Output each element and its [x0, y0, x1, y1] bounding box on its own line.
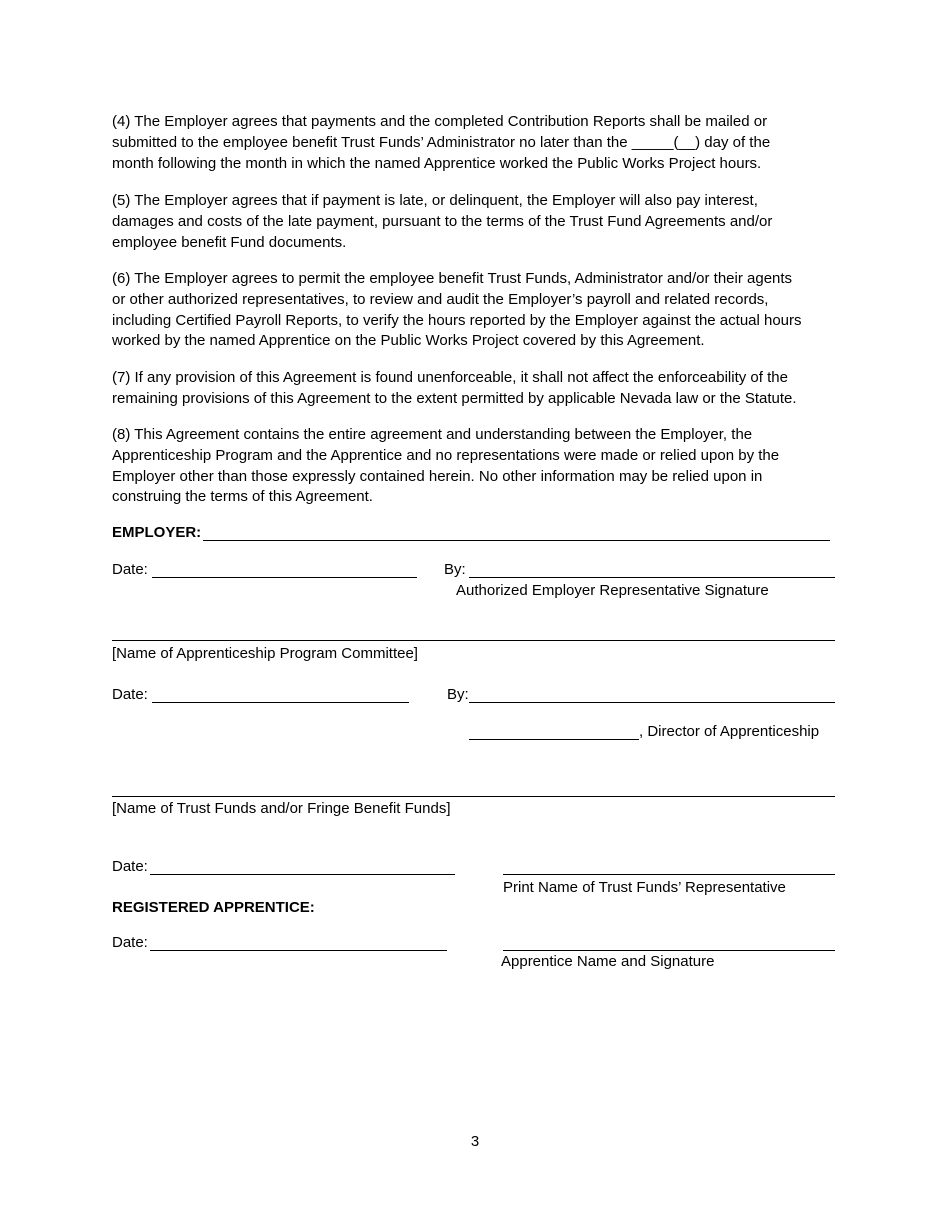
committee-name-placeholder: [Name of Apprenticeship Program Committee] — [112, 645, 418, 662]
committee-name-line[interactable] — [112, 640, 835, 641]
employer-label: EMPLOYER: — [112, 524, 202, 541]
trust-funds-date-line[interactable] — [150, 874, 455, 875]
trust-funds-date-label: Date: — [112, 858, 148, 875]
employer-date-label: Date: — [112, 561, 148, 578]
committee-date-label: Date: — [112, 686, 148, 703]
committee-date-line[interactable] — [152, 702, 409, 703]
clause-8: (8) This Agreement contains the entire agreement and understanding between the Employer, the Apprenticeship Program and the Apprentice and no representations were made or relied upon by the Employer other than those expressly contained herein. No other information may be relied upon in construing the terms of this Agreement. — [112, 426, 780, 506]
apprentice-signature-line[interactable] — [503, 950, 835, 951]
clause-5: (5) The Employer agrees that if payment is late, or delinquent, the Employer will also pay interest, damages and costs of the late payment, pursuant to the terms of the Trust Fund Agreements and/or employee benefit Fund documents. — [112, 192, 773, 251]
committee-signature-line[interactable] — [469, 702, 835, 703]
employer-name-line[interactable] — [203, 540, 830, 541]
clause-7: (7) If any provision of this Agreement is found unenforceable, it shall not affect the enforceability of the remaining provisions of this Agreement to the extent permitted by applicable Nevada law or the Statute. — [112, 369, 797, 407]
employer-signature-caption: Authorized Employer Representative Signature — [456, 582, 769, 599]
apprentice-date-label: Date: — [112, 934, 148, 951]
trust-funds-representative-caption: Print Name of Trust Funds’ Representative — [503, 879, 786, 896]
apprentice-label: REGISTERED APPRENTICE: — [112, 899, 315, 916]
trust-funds-name-line[interactable] — [112, 796, 835, 797]
page-number: 3 — [470, 1133, 480, 1150]
clause-4: (4) The Employer agrees that payments and the completed Contribution Reports shall be mailed or submitted to the employee benefit Trust Funds’ Administrator no later than the _____(__) day of the month following the month in which the named Apprentice worked the Public Works Project hours. — [112, 113, 771, 172]
clause-6: (6) The Employer agrees to permit the employee benefit Trust Funds, Administrator and/or their agents or other authorized representatives, to review and audit the Employer’s payroll and related records, including Certified Payroll Reports, to verify the hours reported by the Employer against the actual hours worked by the named Apprentice on the Public Works Project covered by this Agreement. — [112, 270, 802, 350]
director-name-line[interactable] — [469, 739, 639, 740]
trust-funds-name-placeholder: [Name of Trust Funds and/or Fringe Benefit Funds] — [112, 800, 451, 817]
employer-by-label: By: — [444, 561, 466, 578]
committee-by-label: By: — [447, 686, 469, 703]
employer-date-line[interactable] — [152, 577, 417, 578]
trust-funds-representative-line[interactable] — [503, 874, 835, 875]
apprentice-signature-caption: Apprentice Name and Signature — [501, 953, 715, 970]
employer-signature-line[interactable] — [469, 577, 835, 578]
director-caption: , Director of Apprenticeship — [639, 723, 820, 740]
apprentice-date-line[interactable] — [150, 950, 447, 951]
